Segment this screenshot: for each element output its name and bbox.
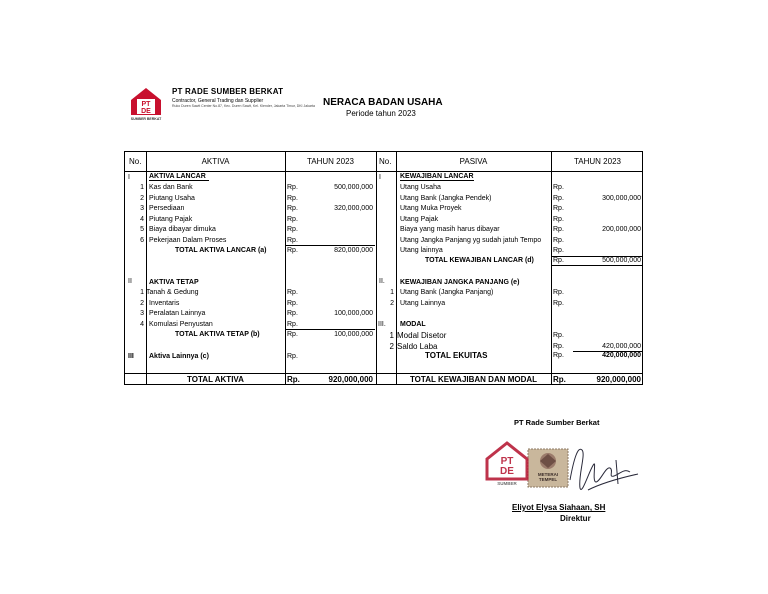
row-label: Biaya yang masih harus dibayar — [400, 226, 500, 233]
section-number: II. — [379, 278, 385, 285]
row-number: 5 — [140, 226, 144, 233]
currency-label: Rp. — [553, 236, 564, 244]
currency-label: Rp. — [553, 332, 564, 339]
row-label: Kas dan Bank — [149, 184, 193, 191]
currency-label: Rp. — [553, 205, 564, 212]
currency-label: Rp. — [553, 352, 564, 359]
row-label: Utang Bank (Jangka Panjang) — [400, 289, 494, 296]
subtotal-value: 820,000,000 — [334, 247, 373, 254]
row-label: Utang Bank (Jangka Pendek) — [400, 194, 492, 202]
signatory-name: Eliyot Elysa Siahaan, SH — [512, 503, 606, 512]
currency-label: Rp. — [553, 257, 564, 264]
row-label: Inventaris — [149, 299, 180, 307]
currency-label: Rp. — [553, 289, 564, 296]
col-divider — [551, 152, 552, 384]
grand-total-value: 920,000,000 — [328, 375, 373, 384]
subtotal-value: 500,000,000 — [602, 257, 641, 264]
section-number: III — [128, 353, 134, 360]
section-number: I — [128, 174, 130, 181]
header-tahun-left: TAHUN 2023 — [307, 157, 354, 166]
row-number: 2 — [140, 194, 144, 202]
row-number: 2 — [390, 299, 394, 307]
row-label: Utang Pajak — [400, 215, 439, 223]
header-aktiva: AKTIVA — [201, 157, 230, 166]
currency-label: Rp. — [553, 226, 564, 233]
row-number: 2 — [389, 341, 394, 351]
company-tagline: Contractor, General Trading dan Supplier — [172, 98, 264, 104]
svg-text:DE: DE — [141, 108, 151, 115]
currency-label: Rp. — [553, 375, 566, 384]
currency-label: Rp. — [287, 215, 298, 223]
svg-text:PT: PT — [141, 101, 151, 108]
row-value: 200,000,000 — [602, 226, 641, 233]
row-label: Tanah & Gedung — [146, 289, 199, 296]
subtotal-value: 420,000,000 — [602, 352, 641, 359]
currency-label: Rp. — [553, 194, 564, 202]
currency-label: Rp. — [553, 215, 564, 223]
row-value: 100,000,000 — [334, 310, 373, 317]
currency-label: Rp. — [287, 353, 298, 360]
header-no: No. — [129, 157, 142, 166]
signature-company: PT Rade Sumber Berkat — [514, 418, 600, 427]
row-number: 1 — [390, 289, 394, 296]
title-underline — [400, 180, 474, 181]
currency-label: Rp. — [287, 375, 300, 384]
svg-text:TEMPEL: TEMPEL — [538, 477, 558, 482]
currency-label: Rp. — [287, 331, 298, 338]
currency-label: Rp. — [553, 299, 564, 307]
section-title: KEWAJIBAN LANCAR — [400, 173, 474, 180]
row-label: Saldo Laba — [397, 341, 438, 351]
row-label: Piutang Usaha — [149, 194, 195, 202]
currency-label: Rp. — [287, 299, 298, 307]
row-label: Utang lainnya — [400, 247, 443, 254]
row-label: Utang Jangka Panjang yg sudah jatuh Tempo — [400, 236, 542, 244]
handwritten-signature — [560, 438, 640, 500]
row-label: Utang Usaha — [400, 184, 441, 191]
subtotal-label: TOTAL AKTIVA LANCAR (a) — [175, 247, 267, 254]
currency-label: Rp. — [553, 342, 564, 350]
row-label: Utang Muka Proyek — [400, 205, 462, 212]
col-divider — [146, 152, 147, 384]
svg-text:SUMBER: SUMBER — [497, 481, 517, 486]
currency-label: Rp. — [287, 205, 298, 212]
row-value: 420,000,000 — [602, 342, 641, 350]
row-number: 6 — [140, 236, 144, 244]
svg-text:METERAI: METERAI — [537, 472, 559, 477]
subtotal-label: TOTAL AKTIVA TETAP (b) — [175, 331, 260, 338]
document-period: Periode tahun 2023 — [346, 109, 416, 118]
subtotal-label: TOTAL KEWAJIBAN LANCAR (d) — [425, 257, 534, 264]
company-stamp — [484, 441, 530, 487]
section-title: MODAL — [400, 321, 426, 328]
signatory-title: Direktur — [560, 514, 591, 523]
grand-total-value: 920,000,000 — [596, 375, 641, 384]
row-number: 3 — [140, 205, 144, 212]
company-logo — [129, 87, 163, 121]
row-label: Utang Lainnya — [400, 299, 446, 307]
section-title: AKTIVA TETAP — [149, 279, 199, 286]
row-label: Modal Disetor — [397, 331, 447, 340]
currency-label: Rp. — [287, 320, 298, 328]
row-number: 1 — [140, 289, 144, 296]
currency-label: Rp. — [287, 310, 298, 317]
row-value: 300,000,000 — [602, 194, 641, 202]
col-divider — [285, 152, 286, 384]
header-no: No. — [379, 157, 392, 166]
svg-text:PT: PT — [500, 456, 514, 467]
row-label: Komulasi Penyustan — [149, 320, 213, 328]
subtotal-value: 100,000,000 — [334, 331, 373, 338]
grand-total-label: TOTAL AKTIVA — [187, 375, 244, 384]
currency-label: Rp. — [287, 226, 298, 233]
currency-label: Rp. — [553, 247, 564, 254]
row-number: 1 — [140, 184, 144, 191]
title-underline — [149, 180, 209, 181]
row-number: 4 — [140, 320, 144, 328]
row-label: Biaya dibayar dimuka — [149, 226, 216, 233]
currency-label: Rp. — [287, 247, 298, 254]
currency-label: Rp. — [287, 194, 298, 202]
section-title: KEWAJIBAN JANGKA PANJANG (e) — [400, 279, 520, 286]
document-title: NERACA BADAN USAHA — [323, 97, 443, 108]
subtotal-label: TOTAL EKUITAS — [425, 351, 488, 360]
row-label: Peralatan Lainnya — [149, 310, 206, 317]
currency-label: Rp. — [287, 236, 298, 244]
grand-total-label: TOTAL KEWAJIBAN DAN MODAL — [409, 375, 538, 384]
section-number: III. — [378, 321, 386, 328]
company-address: Ruko Duren Sawit Center No.87, Kec. Duren Sawit, Kel. Klender, Jakarta Timur, DKI Jakarta — [172, 104, 315, 108]
svg-text:SUMBER BERKAT: SUMBER BERKAT — [130, 117, 162, 121]
row-value: 500,000,000 — [334, 184, 373, 191]
row-value: 320,000,000 — [334, 205, 373, 212]
currency-label: Rp. — [287, 289, 298, 296]
header-pasiva: PASIVA — [459, 157, 488, 166]
currency-label: Rp. — [553, 184, 564, 191]
row-number: 2 — [140, 299, 144, 307]
company-name: PT RADE SUMBER BERKAT — [172, 87, 284, 96]
header-tahun-right: TAHUN 2023 — [574, 157, 621, 166]
section-title: AKTIVA LANCAR — [149, 173, 206, 180]
section-title: Aktiva Lainnya (c) — [149, 353, 209, 360]
row-number: 1 — [389, 331, 394, 340]
balance-sheet-table — [124, 151, 643, 385]
row-label: Piutang Pajak — [149, 215, 193, 223]
currency-label: Rp. — [287, 184, 298, 191]
total-divider — [125, 373, 642, 374]
section-number: I — [379, 174, 381, 181]
row-label: Persediaan — [149, 205, 185, 212]
section-number: II — [128, 278, 132, 285]
row-number: 4 — [140, 215, 144, 223]
subtotal-line — [552, 265, 642, 266]
row-label: Pekerjaan Dalam Proses — [149, 236, 227, 244]
svg-text:DE: DE — [500, 466, 514, 477]
row-number: 3 — [140, 310, 144, 317]
